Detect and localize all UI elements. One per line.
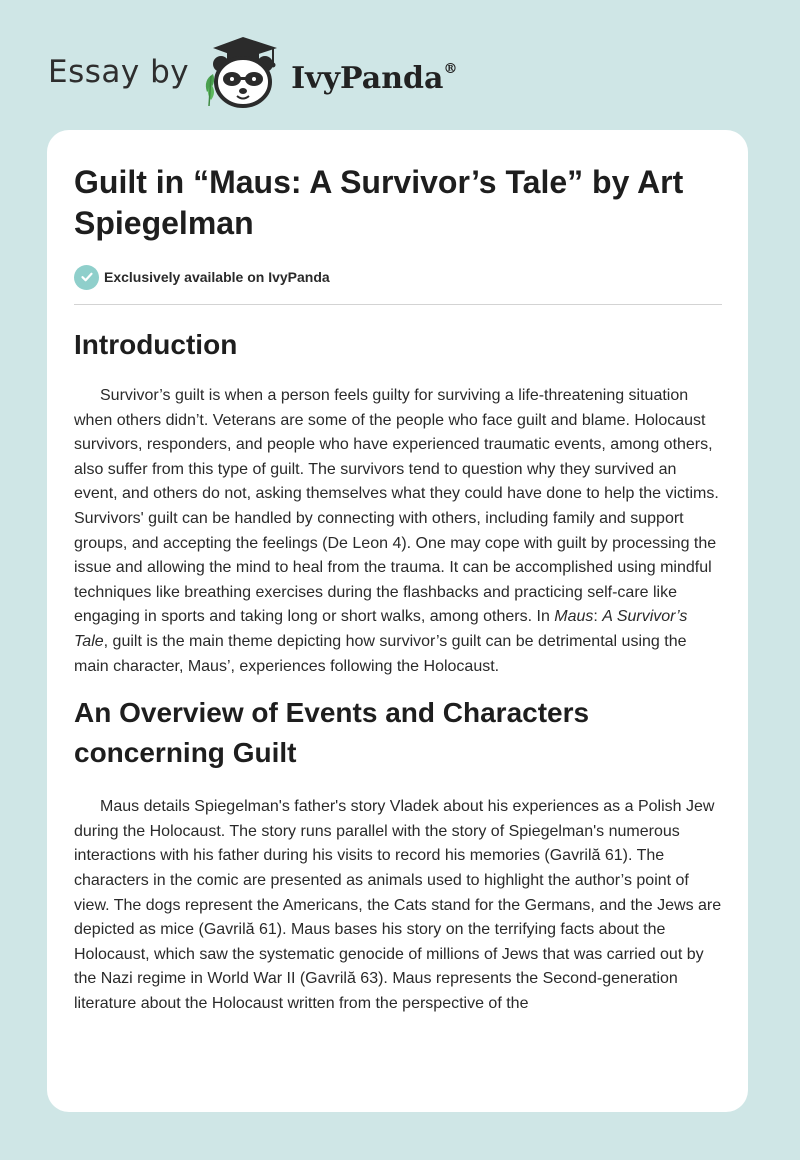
essay-by-label: Essay by (48, 54, 190, 90)
panda-mascot-icon (201, 34, 287, 110)
essay-card (47, 130, 748, 1112)
essay-title: Guilt in “Maus: A Survivor’s Tale” by Art Spiegelman (74, 164, 684, 241)
overview-paragraph: Maus details Spiegelman's father's story Vladek about his experiences as a Polish Jew during the Holocaust. The story runs parallel with the story of Spiegelman's numerous interactions with his father during his visits to record his memories (Gavrilă 61). The characters in the comic are presented as animals used to highlight the author’s point of view. The dogs represent the Americans, the Cats stand for the Germans, and the Jews are depicted as mice (Gavrilă 61). Maus bases his story on the terrifying facts about the Holocaust, which saw the systematic genocide of millions of Jews that was carried out by the Nazi regime in World War II (Gavrilă 63). Maus represents the Second-generation literature about the Holocaust written from the perspective of the (74, 798, 722, 1012)
brand-name[interactable]: IvyPanda® (291, 60, 458, 96)
check-circle-icon (74, 265, 99, 290)
site-header (48, 34, 457, 110)
divider (74, 304, 722, 305)
book-subtitle: A Survivor’s Tale (74, 608, 688, 650)
section-heading-overview: An Overview of Events and Characters concerning Guilt (74, 697, 590, 769)
ivypanda-logo[interactable] (201, 34, 287, 110)
exclusive-badge (74, 264, 724, 290)
exclusive-label: Exclusively available on IvyPanda (104, 269, 330, 285)
section-heading-introduction: Introduction (74, 329, 238, 360)
introduction-paragraph: Survivor’s guilt is when a person feels guilty for surviving a life-threatening situation when others didn’t. Veterans are some of the people who face guilt and blame. Holocaust survivors, responders, and people who have experienced traumatic events, among others, also suffer from this type of guilt. The survivors tend to question why they survived an event, and others do not, asking themselves what they could have done to help the victims. Survivors' guilt can be handled by connecting with others, including family and support groups, and accepting the feelings (De Leon 4). One may cope with guilt by processing the issue and allowing the mind to heal from the trauma. It can be accomplished using mindful techniques like breathing exercises during the flashbacks and practicing self-care like engaging in sports and taking long or short walks, among others. In Maus: A Survivor’s Tale, guilt is the main theme depicting how survivor’s guilt can be detrimental using the main character, Maus’, experiences following the Holocaust. (74, 387, 719, 675)
book-title-maus: Maus (554, 608, 594, 626)
registered-mark: ® (443, 60, 458, 77)
